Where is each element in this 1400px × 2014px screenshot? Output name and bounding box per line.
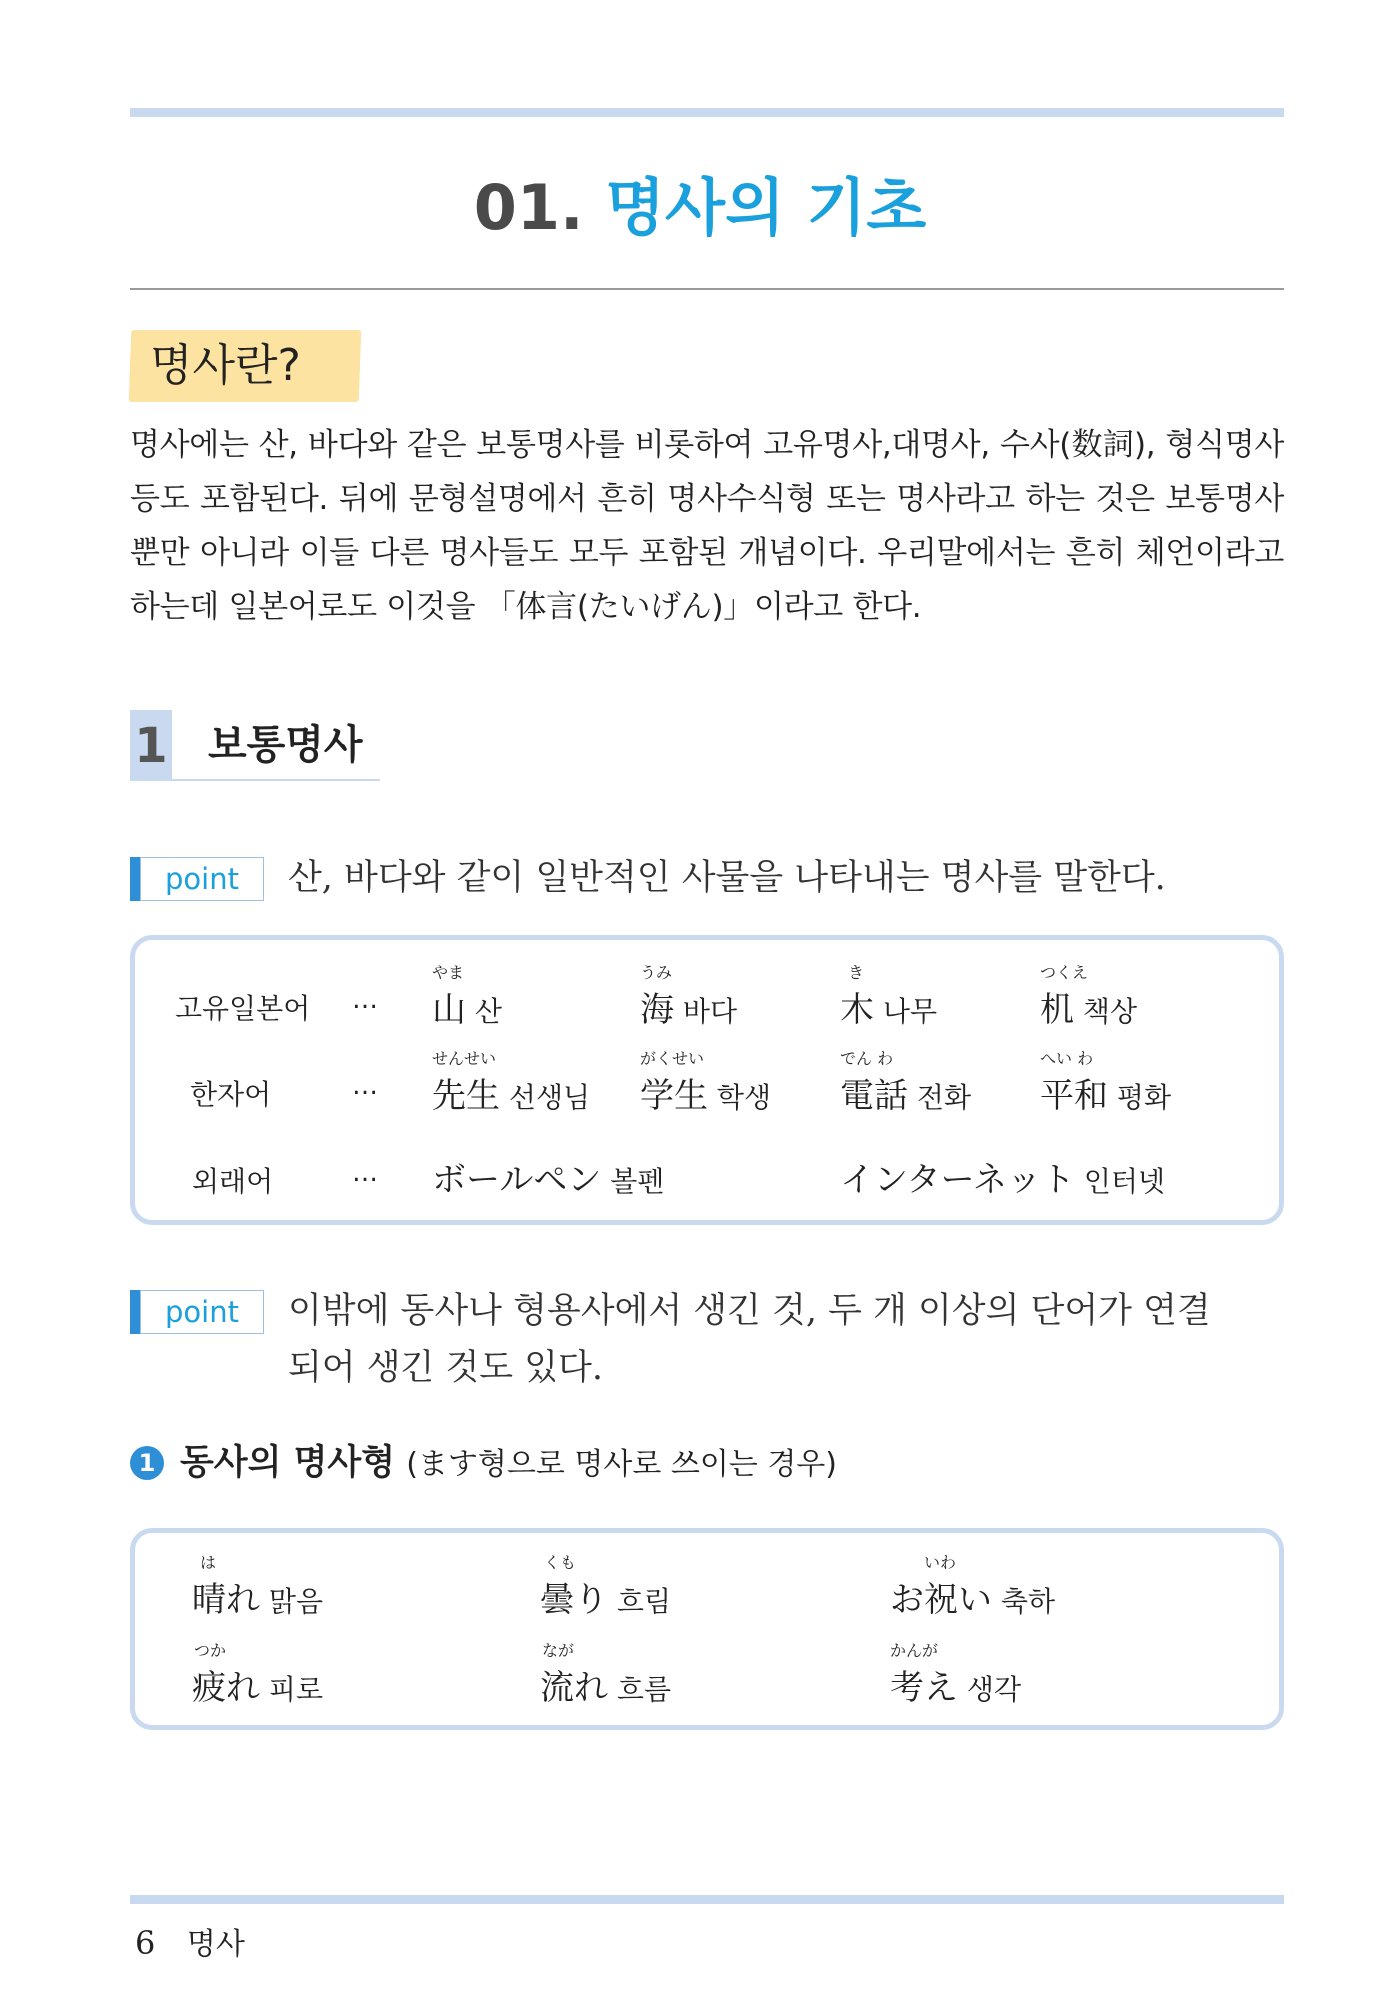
row-label: 한자어	[190, 1078, 272, 1111]
korean-meaning: 전화	[916, 1081, 972, 1114]
ruby: うみ	[640, 963, 673, 982]
korean-meaning: 인터넷	[1083, 1165, 1166, 1198]
vocab-item	[432, 1049, 591, 1117]
japanese-word: 先生	[432, 1076, 500, 1116]
chapter-number: 01.	[473, 171, 584, 244]
korean-meaning: 맑음	[268, 1585, 324, 1618]
ellipsis: …	[352, 985, 380, 1015]
japanese-word: 平和	[1040, 1076, 1108, 1116]
japanese-word: 海	[640, 990, 674, 1030]
vocab-item	[540, 1641, 672, 1709]
korean-meaning: 생각	[966, 1673, 1022, 1706]
korean-meaning: 축하	[1000, 1585, 1056, 1618]
vocab-item	[840, 963, 938, 1031]
point-marker	[130, 857, 140, 901]
ellipsis: …	[352, 1071, 380, 1101]
ruby: へい わ	[1040, 1049, 1094, 1068]
korean-meaning: 나무	[882, 995, 938, 1028]
point-marker	[130, 1290, 140, 1334]
row-label: 고유일본어	[175, 992, 311, 1025]
japanese-word: 机	[1040, 990, 1074, 1030]
vocab-item	[192, 1641, 324, 1709]
korean-meaning: 산	[474, 995, 502, 1028]
ruby: やま	[432, 963, 465, 982]
japanese-word: 山	[432, 990, 466, 1030]
ruby: かんが	[890, 1641, 939, 1660]
japanese-word: 疲れ	[192, 1668, 260, 1708]
japanese-word: 電話	[840, 1076, 908, 1116]
vocab-item	[640, 963, 738, 1031]
subsection-note: (ます형으로 명사로 쓰이는 경우)	[406, 1447, 837, 1482]
subsection-title	[180, 1436, 837, 1492]
point-text-line2: 되어 생긴 것도 있다.	[288, 1348, 603, 1388]
subsection-title-text: 동사의 명사형	[180, 1443, 396, 1483]
ruby: いわ	[924, 1553, 957, 1572]
vocab-item	[1040, 963, 1138, 1031]
japanese-word: 木	[840, 990, 874, 1030]
ruby: は	[200, 1553, 217, 1572]
point-badge: point	[140, 1290, 264, 1334]
page-number: 6	[135, 1924, 156, 1962]
intro-heading: 명사란?	[150, 340, 301, 391]
korean-meaning: 피로	[268, 1673, 324, 1706]
title-divider	[130, 288, 1284, 290]
japanese-word: 学生	[640, 1076, 708, 1116]
ruby: き	[848, 963, 865, 982]
ruby: でん わ	[840, 1049, 894, 1068]
vocab-item	[192, 1553, 324, 1621]
footer-section: 명사	[186, 1927, 245, 1962]
japanese-word: ボールペン	[432, 1160, 602, 1200]
ellipsis: …	[352, 1158, 380, 1188]
korean-meaning: 선생님	[508, 1081, 591, 1114]
japanese-word: 考え	[890, 1668, 958, 1708]
point-text-line1: 이밖에 동사나 형용사에서 생긴 것, 두 개 이상의 단어가 연결	[288, 1291, 1211, 1331]
vocab-item	[540, 1553, 672, 1621]
vocab-item	[840, 1049, 972, 1117]
vocab-item	[890, 1641, 1022, 1709]
vocab-item	[640, 1049, 772, 1117]
subsection-number: 1	[130, 1446, 164, 1480]
korean-meaning: 흐림	[616, 1585, 672, 1618]
ruby: なが	[542, 1641, 575, 1660]
ruby: せんせい	[432, 1049, 497, 1068]
top-rule	[130, 108, 1284, 117]
korean-meaning: 평화	[1116, 1081, 1172, 1114]
intro-paragraph: 명사에는 산, 바다와 같은 보통명사를 비롯하여 고유명사,대명사, 수사(数詞), 형식명사 등도 포함된다. 뒤에 문형설명에서 흔히 명사수식형 또는 명사라고 하는 것은 보통명사 뿐만 아니라 이들 다른 명사들도 모두 포함된 개념이다. 우리말에서는 흔히 체언이라고 하는데 일본어로도 이것을 「体言(たいげん)」이라고 한다.	[130, 427, 1284, 625]
japanese-word: 晴れ	[192, 1580, 260, 1620]
vocab-item	[432, 1152, 664, 1201]
vocab-item	[840, 1152, 1165, 1201]
korean-meaning: 책상	[1082, 995, 1138, 1028]
section-underline	[130, 779, 380, 781]
korean-meaning: 바다	[682, 995, 738, 1028]
japanese-word: 流れ	[540, 1668, 608, 1708]
korean-meaning: 학생	[716, 1081, 772, 1114]
japanese-word: 曇り	[540, 1580, 608, 1620]
point-text: 산, 바다와 같이 일반적인 사물을 나타내는 명사를 말한다.	[288, 858, 1166, 898]
chapter-name: 명사의 기초	[605, 171, 927, 244]
korean-meaning: 흐름	[616, 1673, 672, 1706]
row-label: 외래어	[192, 1165, 274, 1198]
section-title: 보통명사	[208, 722, 363, 768]
japanese-word: インターネット	[840, 1160, 1075, 1200]
ruby: つくえ	[1040, 963, 1089, 982]
page-footer	[135, 1918, 245, 1970]
ruby: がくせい	[640, 1049, 705, 1068]
section-number: 1	[134, 718, 168, 774]
footer-rule	[130, 1895, 1284, 1904]
vocab-item	[432, 963, 502, 1031]
japanese-word: お祝い	[890, 1580, 992, 1620]
korean-meaning: 볼펜	[610, 1165, 665, 1198]
ruby: くも	[544, 1553, 577, 1572]
vocab-item	[1040, 1049, 1172, 1117]
point-badge: point	[140, 857, 264, 901]
ruby: つか	[194, 1641, 227, 1660]
vocab-item	[890, 1553, 1056, 1621]
chapter-title	[0, 168, 1400, 248]
